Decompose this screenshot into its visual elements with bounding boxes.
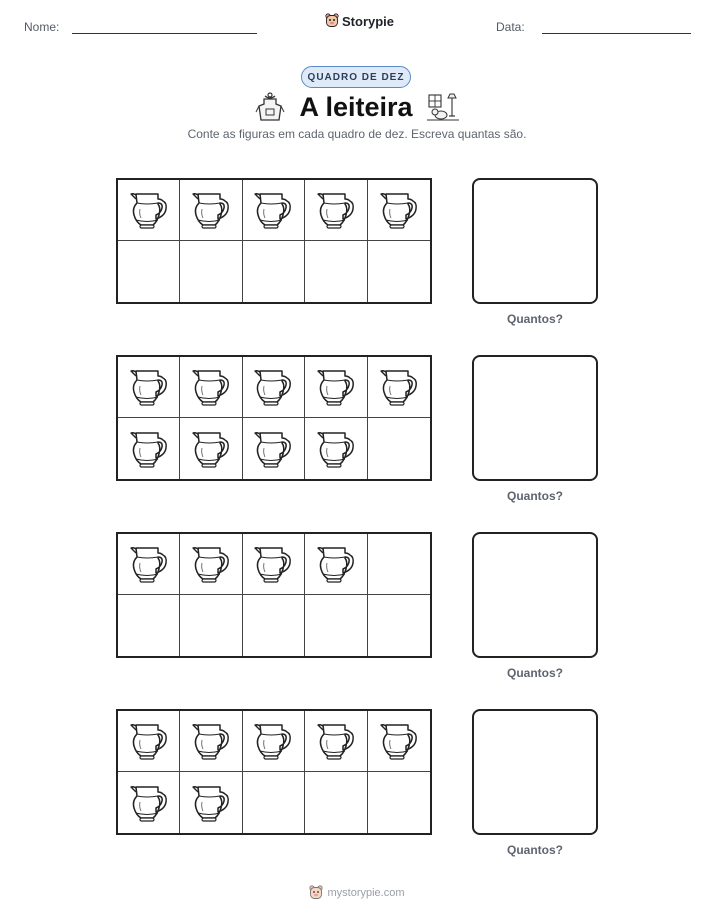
ten-frame-cell — [305, 772, 367, 833]
apron-icon — [255, 92, 285, 122]
title-row — [0, 88, 714, 126]
milk-jug-icon — [253, 543, 293, 585]
ten-frame-cell — [180, 772, 242, 833]
ten-frame-cell — [118, 772, 180, 833]
name-label: Nome: — [24, 20, 60, 34]
date-line[interactable] — [542, 33, 691, 34]
brand-logo — [325, 13, 394, 29]
ten-frame-cell — [180, 357, 242, 418]
answer-box-4[interactable] — [472, 709, 598, 835]
milk-jug-icon — [253, 189, 293, 231]
ten-frame-1 — [116, 178, 432, 304]
milk-jug-icon — [379, 189, 419, 231]
milk-jug-icon — [316, 543, 356, 585]
ten-frame-cell — [368, 241, 430, 302]
ten-frame-cell — [243, 534, 305, 595]
ten-frame-cell — [368, 180, 430, 241]
ten-frame-cell — [243, 595, 305, 656]
ten-frame-cell — [118, 357, 180, 418]
ten-frame-cell — [368, 534, 430, 595]
storypie-mascot-icon — [309, 885, 323, 901]
page-title: A leiteira — [299, 91, 413, 122]
milk-jug-icon — [253, 720, 293, 762]
footer — [0, 885, 714, 901]
ten-frame-cell — [368, 418, 430, 479]
storypie-mascot-icon — [325, 13, 339, 29]
milk-jug-icon — [191, 720, 231, 762]
ten-frame-4 — [116, 709, 432, 835]
ten-frame-cell — [180, 534, 242, 595]
worksheet-badge: QUADRO DE DEZ — [301, 66, 411, 88]
ten-frame-cell — [305, 357, 367, 418]
milk-jug-icon — [191, 189, 231, 231]
ten-frame-cell — [305, 595, 367, 656]
ten-frame-cell — [305, 241, 367, 302]
milk-jug-icon — [129, 366, 169, 408]
question-label-4: Quantos? — [507, 843, 563, 857]
answer-box-3[interactable] — [472, 532, 598, 658]
ten-frame-cell — [243, 180, 305, 241]
footer-url: mystorypie.com — [327, 887, 405, 899]
milk-jug-icon — [316, 428, 356, 470]
milk-jug-icon — [191, 782, 231, 824]
ten-frame-cell — [180, 711, 242, 772]
milk-jug-icon — [253, 366, 293, 408]
ten-frame-cell — [368, 711, 430, 772]
ten-frame-cell — [243, 241, 305, 302]
milk-jug-icon — [253, 428, 293, 470]
milk-jug-icon — [129, 782, 169, 824]
ten-frame-cell — [180, 241, 242, 302]
milk-jug-icon — [129, 428, 169, 470]
ten-frame-cell — [118, 534, 180, 595]
milk-jug-icon — [379, 720, 419, 762]
milk-jug-icon — [191, 428, 231, 470]
answer-box-1[interactable] — [472, 178, 598, 304]
question-label-3: Quantos? — [507, 666, 563, 680]
ten-frame-cell — [243, 711, 305, 772]
ten-frame-cell — [305, 711, 367, 772]
question-label-2: Quantos? — [507, 489, 563, 503]
ten-frame-cell — [243, 418, 305, 479]
instructions: Conte as figuras em cada quadro de dez. Escreva quantas são. — [187, 127, 527, 141]
kitchen-scene-icon — [427, 92, 459, 122]
ten-frame-cell — [368, 357, 430, 418]
milk-jug-icon — [129, 543, 169, 585]
ten-frame-cell — [243, 357, 305, 418]
name-line[interactable] — [72, 33, 257, 34]
ten-frame-cell — [118, 711, 180, 772]
milk-jug-icon — [191, 543, 231, 585]
ten-frame-cell — [368, 772, 430, 833]
milk-jug-icon — [316, 720, 356, 762]
milk-jug-icon — [379, 366, 419, 408]
ten-frame-2 — [116, 355, 432, 481]
ten-frame-cell — [180, 418, 242, 479]
date-label: Data: — [496, 20, 525, 34]
ten-frame-cell — [305, 180, 367, 241]
milk-jug-icon — [316, 366, 356, 408]
ten-frame-3 — [116, 532, 432, 658]
ten-frame-cell — [180, 180, 242, 241]
ten-frame-cell — [118, 180, 180, 241]
ten-frame-cell — [118, 595, 180, 656]
milk-jug-icon — [316, 189, 356, 231]
brand-name: Storypie — [342, 13, 395, 29]
ten-frame-cell — [243, 772, 305, 833]
answer-box-2[interactable] — [472, 355, 598, 481]
ten-frame-cell — [118, 241, 180, 302]
ten-frame-cell — [305, 418, 367, 479]
question-label-1: Quantos? — [507, 312, 563, 326]
ten-frame-cell — [305, 534, 367, 595]
ten-frame-cell — [368, 595, 430, 656]
milk-jug-icon — [129, 720, 169, 762]
milk-jug-icon — [129, 189, 169, 231]
milk-jug-icon — [191, 366, 231, 408]
ten-frame-cell — [118, 418, 180, 479]
ten-frame-cell — [180, 595, 242, 656]
